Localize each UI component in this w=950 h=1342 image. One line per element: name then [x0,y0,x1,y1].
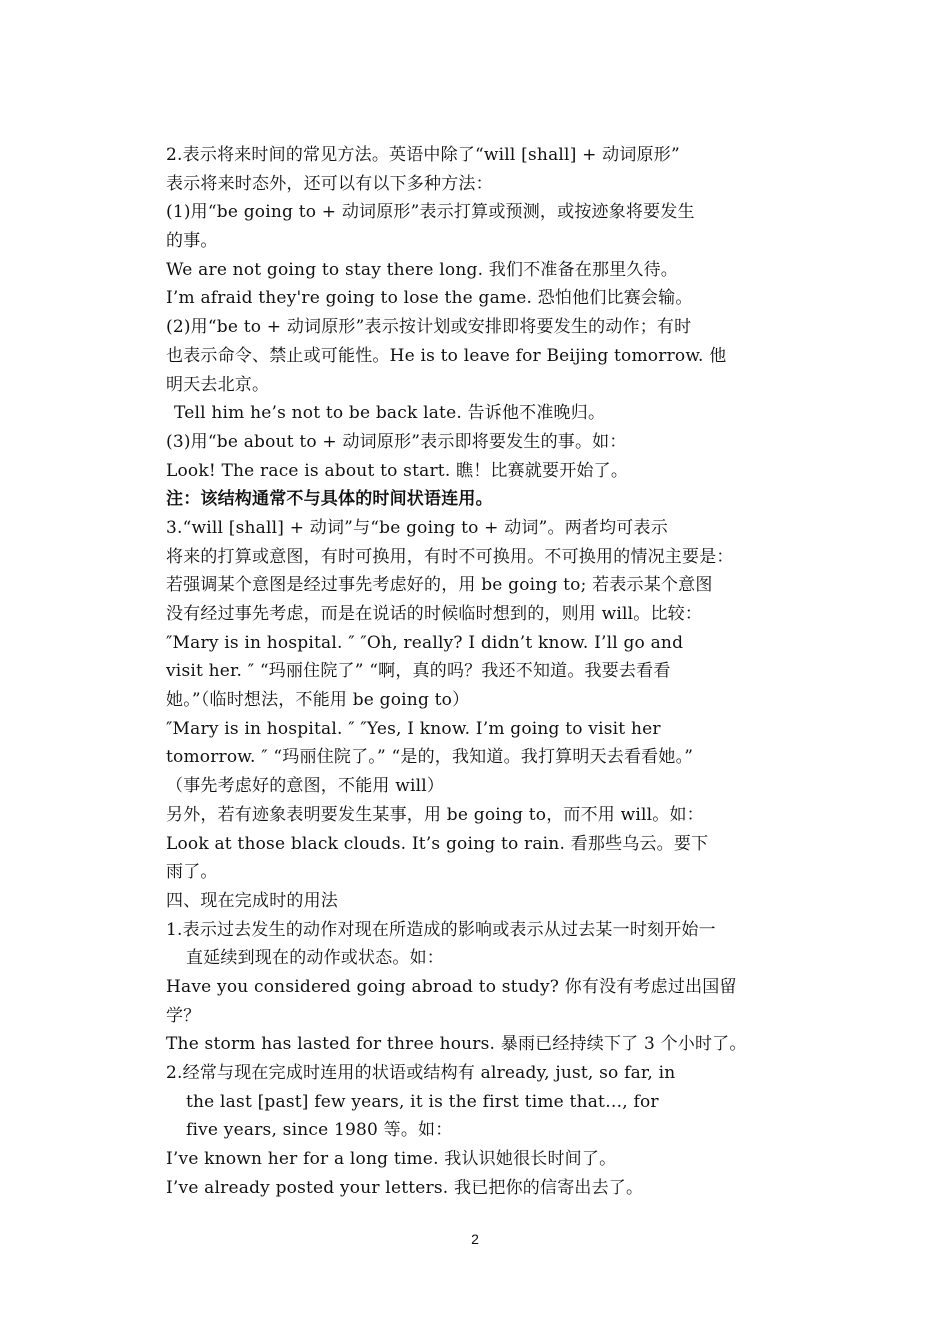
text-line: 2.表示将来时间的常见方法。英语中除了“will [shall] + 动词原形” [166,145,680,165]
example-line: 学？ [166,1005,201,1026]
page-number: 2 [471,1231,479,1247]
example-line: 她。”（临时想法，不能用 be going to） [166,690,470,711]
text-line: 另外，若有迹象表明要发生某事，用 be going to，而不用 will。如： [166,804,704,825]
example-line: tomorrow. ″ “玛丽住院了。” “是的，我知道。我打算明天去看看她。” [166,747,694,768]
text-line: 1.表示过去发生的动作对现在所造成的影响或表示从过去某一时刻开始一 [166,919,716,940]
page-body [166,141,792,1202]
example-line: Look! The race is about to start. 瞧！比赛就要开始了。 [166,460,629,481]
example-line: Have you considered going abroad to study? 你有没有考虑过出国留 [166,976,737,997]
text-line: 的事。 [166,231,218,252]
text-line: 明天去北京。 [166,374,270,395]
text-line: 将来的打算或意图，有时可换用，有时不可换用。不可换用的情况主要是： [166,546,734,567]
example-line: ″Mary is in hospital. ″ ″Oh, really? I didn’t know. I’ll go and [166,632,684,653]
text-line: 2.经常与现在完成时连用的状语或结构有 already, just, so far, in [166,1063,676,1083]
example-line: We are not going to stay there long. 我们不准备在那里久待。 [166,259,678,280]
example-line: Look at those black clouds. It’s going to rain. 看那些乌云。要下 [166,833,709,854]
example-line: The storm has lasted for three hours. 暴雨已经持续下了 3 个小时了。 [166,1034,747,1055]
text-line: 也表示命令、禁止或可能性。He is to leave for Beijing tomorrow. 他 [166,345,727,366]
example-line: 雨了。 [166,862,218,883]
section-heading: 四、现在完成时的用法 [166,890,338,911]
example-line: ″Mary is in hospital. ″ ″Yes, I know. I’m going to visit her [166,718,661,739]
text-line: the last [past] few years, it is the first time that…, for [186,1091,659,1112]
note-line: 注：该结构通常不与具体的时间状语连用。 [166,489,493,510]
example-line: I’ve known her for a long time. 我认识她很长时间了。 [166,1149,617,1170]
text-line: （事先考虑好的意图，不能用 will） [166,776,445,797]
text-line: (1)用“be going to + 动词原形”表示打算或预测，或按迹象将要发生 [166,202,695,223]
text-line: 直延续到现在的动作或状态。如： [186,948,444,969]
text-line: (3)用“be about to + 动词原形”表示即将要发生的事。如： [166,431,627,452]
text-line: (2)用“be to + 动词原形”表示按计划或安排即将要发生的动作；有时 [166,317,692,338]
text-line: 表示将来时态外，还可以有以下多种方法： [166,173,493,194]
text-line: five years, since 1980 等。如： [186,1120,453,1141]
text-line: 没有经过事先考虑，而是在说话的时候临时想到的，则用 will。比较： [166,604,703,624]
example-line: visit her. ″ “玛丽住院了” “啊，真的吗？我还不知道。我要去看看 [166,661,671,682]
example-line: I’m afraid they're going to lose the game. 恐怕他们比赛会输。 [166,288,693,309]
example-line: I’ve already posted your letters. 我已把你的信寄出去了。 [166,1177,644,1198]
section-heading: 3.“will [shall] + 动词”与“be going to + 动词”。两者均可表示 [166,517,668,538]
example-line: Tell him he’s not to be back late. 告诉他不准晚归。 [174,403,606,424]
text-line: 若强调某个意图是经过事先考虑好的，用 be going to; 若表示某个意图 [166,575,713,596]
